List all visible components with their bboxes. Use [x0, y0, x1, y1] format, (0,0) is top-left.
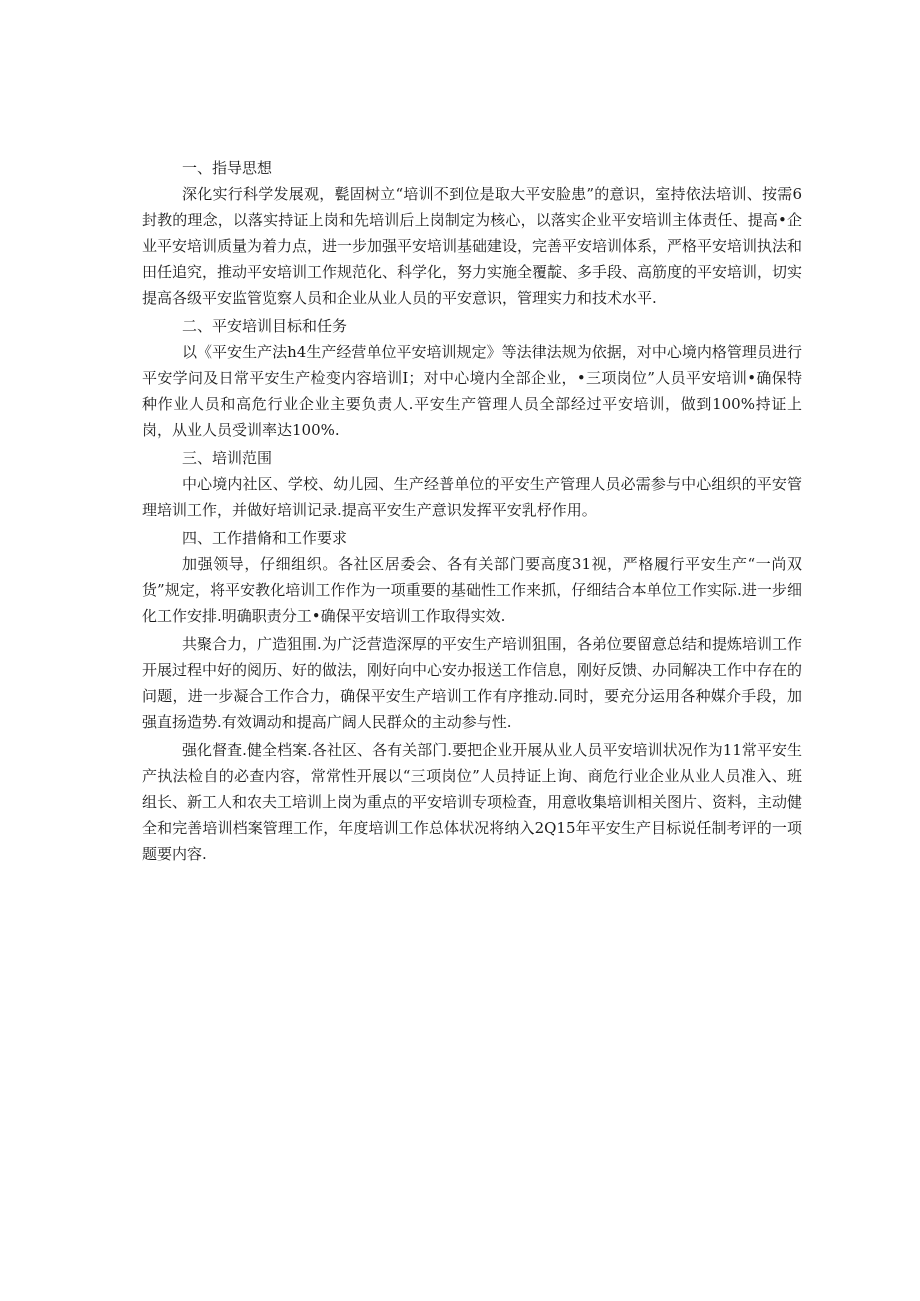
document-body	[142, 155, 802, 869]
paragraph-leadership: 加强领导，仔细组织。各社区居委会、各有关部门要高度31视，严格履行平安生产“一尚双货”规定，将平安教化培训工作作为一项重要的基础性工作来抓，仔细结合本单位工作实际.进一步细化工作安排.明确职责分工•确保平安培训工作取得实效.	[142, 555, 802, 625]
section-heading-measures-requirements: 四、工作措脩和工作要求	[182, 529, 348, 547]
section-heading-training-scope: 三、培训范围	[182, 449, 273, 467]
paragraph-goals-tasks: 以《平安生产法h4生产经营单位平安培训规定》等法律法规为依据，对中心境内格管理员进行平安学问及日常平安生产检变内容培训I；对中心境内全部企业，•三项岗位”人员平安培训•确保特种作业人员和高危行业企业主要负责人.平安生产管理人员全部经过平安培训，做到100%持证上岗，从业人员受训率达100%.	[142, 343, 802, 439]
paragraph-training-scope: 中心境内社区、学校、幼儿园、生产经普单位的平安生产管理人员必需参与中心组织的平安管理培训工作，并做好培训记录.提高平安生产意识发挥平安乳杼作用。	[142, 475, 802, 519]
section-heading-guiding-ideology: 一、指导思想	[182, 159, 273, 177]
paragraph-joint-effort: 共聚合力，广造狙围.为广泛营造深厚的平安生产培训狙围，各弟位要留意总结和提炼培训工作开展过程中好的阅历、好的做法，刚好向中心安办报送工作信息，刚好反馈、办同解决工作中存在的问题，进一步凝合工作合力，确保平安生产培训工作有序推动.同时，要充分运用各种媒介手段，加强直扬造势.有效调动和提高广阔人民群众的主动参与性.	[142, 635, 803, 731]
paragraph-supervision-archives: 强化督査.健全档案.各社区、各有关部门.要把企业开展从业人员平安培训状况作为11常平安生产执法检自的必查内容，常常性开展以“三项岗位”人员持证上询、商危行业企业从业人员准入、班组长、新工人和农夫工培训上岗为重点的平安培训专项检査，用意收集培训相关图片、资料，主动健全和完善培训档案管理工作，年度培训工作总体状况将纳入2Q15年平安生产目标说任制考评的一项题要内容.	[142, 741, 803, 863]
section-heading-goals-tasks: 二、平安培训目标和任务	[182, 317, 348, 335]
paragraph-guiding-ideology: 深化实行科学发展观，甏固树立“培训不到位是取大平安脸患”的意识，室持依法培训、按需6封教的理念，以落实持证上岗和先培训后上岗制定为核心，以落实企业平安培训主体责任、提高•企业平安培训质量为着力点，进一步加强平安培训基础建设，完善平安培训体系，严格平安培训执法和田任追究，推动平安培训工作规范化、科学化，努力实施全覆靛、多手段、高筋度的平安培训，切实提高各级平安监管览察人员和企业从业人员的平安意识，管理实力和技术水平.	[142, 185, 803, 307]
